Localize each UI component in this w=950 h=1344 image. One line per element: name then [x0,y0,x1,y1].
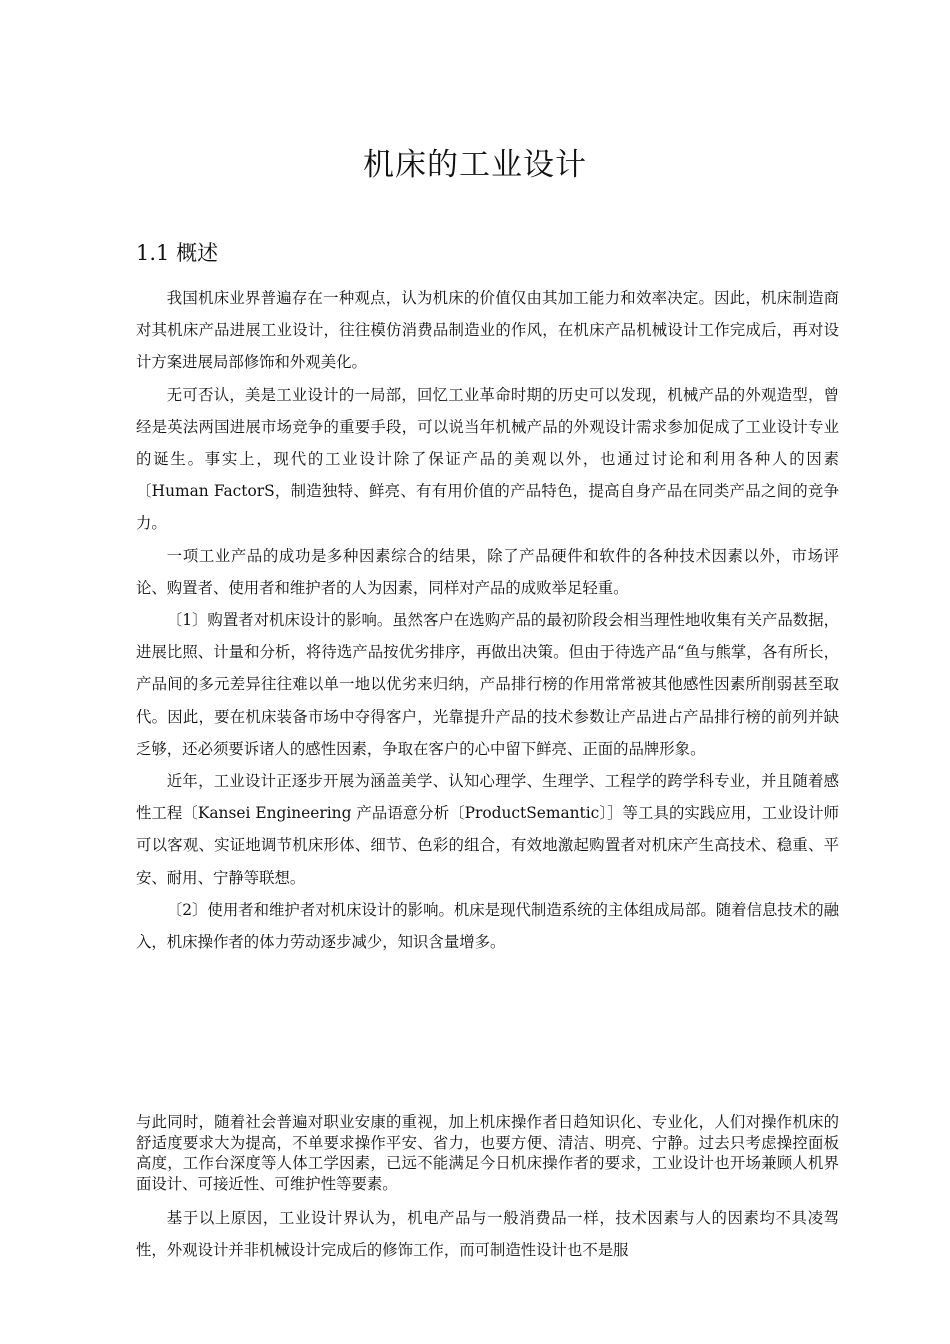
document-title: 机床的工业设计 [363,147,587,183]
paragraph: 我国机床业界普遍存在一种观点，认为机床的价值仅由其加工能力和效率决定。因此，机床制造商对其机床产品进展工业设计，往往模仿消费品制造业的作风，在机床产品机械设计工作完成后，再对设计方案进展局部修饰和外观美化。 [136,289,839,372]
paragraph: 与此同时，随着社会普遍对职业安康的重视，加上机床操作者日趋知识化、专业化，人们对操作机床的舒适度要求大为提高，不单要求操作平安、省力，也要方便、清洁、明亮、宁静。过去只考虑操控面板高度，工作台深度等人体工学因素，已远不能满足今日机床操作者的要求，工业设计也开场兼顾人机界面设计、可接近性、可维护性等要素。 [136,1113,839,1193]
paragraph: 近年，工业设计正逐步开展为涵盖美学、认知心理学、生理学、工程学的跨学科专业，并且随着感性工程〔Kansei Engineering 产品语意分析〔ProductSemantic〕］等工具的实践应用，工业设计师可以客观、实证地调节机床形体、细节、色彩的组合，有效地激起购置者对机床产生高技术、稳重、平安、耐用、宁静等联想。 [136,772,839,887]
dense-text-block [136,1112,839,1194]
paragraph: 无可否认，美是工业设计的一局部，回忆工业革命时期的历史可以发现，机械产品的外观造型，曾经是英法两国进展市场竞争的重要手段，可以说当年机械产品的外观设计需求参加促成了工业设计专业的诞生。事实上，现代的工业设计除了保证产品的美观以外，也通过讨论和利用各种人的因素〔Human FactorS，制造独特、鲜亮、有有用价值的产品特色，提高自身产品在同类产品之间的竞争力。 [136,385,839,533]
paragraph: 一项工业产品的成功是多种因素综合的结果，除了产品硬件和软件的各种技术因素以外，市场评论、购置者、使用者和维护者的人为因素，同样对产品的成败举足轻重。 [136,546,839,597]
paragraph: 〔2〕使用者和维护者对机床设计的影响。机床是现代制造系统的主体组成局部。随着信息技术的融入，机床操作者的体力劳动逐步减少，知识含量增多。 [136,900,839,952]
paragraph: 〔1〕购置者对机床设计的影响。虽然客户在选购产品的最初阶段会相当理性地收集有关产品数据，进展比照、计量和分析，将待选产品按优劣排序，再做出决策。但由于待选产品“鱼与熊掌，各有所长，产品间的多元差异往往难以单一地以优劣来归纳，产品排行榜的作用常常被其他感性因素所削弱甚至取代。因此，要在机床装备市场中夺得客户，光靠提升产品的技术参数让产品进占产品排行榜的前列并缺乏够，还必须要诉诸人的感性因素，争取在客户的心中留下鲜亮、正面的品牌形象。 [136,611,839,758]
paragraph: 基于以上原因，工业设计界认为，机电产品与一般消费品一样，技术因素与人的因素均不具凌驾性，外观设计并非机械设计完成后的修饰工作，而可制造性设计也不是服 [136,1209,839,1260]
body-text [136,282,839,958]
section-heading: 1.1 概述 [136,241,219,265]
body-text-continued [136,1202,839,1266]
